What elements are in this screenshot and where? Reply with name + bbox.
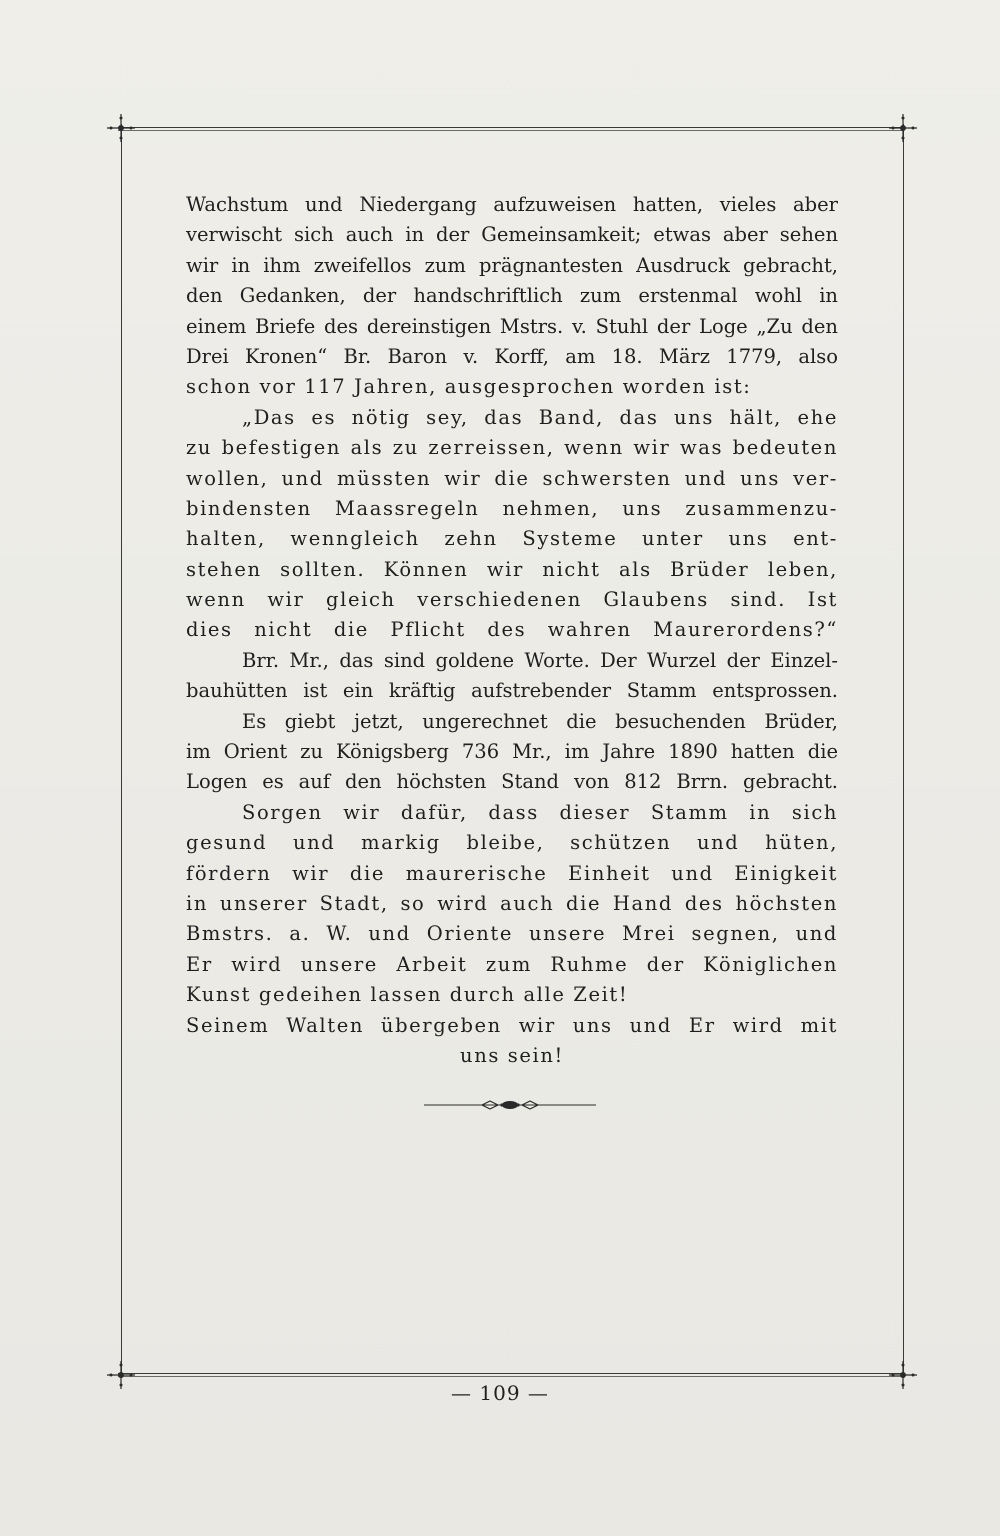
quote-line: „Das es nötig sey, das Band, das uns hält, ehe bbox=[242, 405, 838, 429]
text-line: wir in ihm zweifellos zum prägnantesten Ausdruck gebracht, bbox=[186, 253, 838, 277]
text-line: bauhütten ist ein kräftig aufstrebender Stamm entsprossen. bbox=[186, 679, 838, 703]
divider-ornament-icon bbox=[420, 1095, 600, 1115]
text-line: Sorgen wir dafür, dass dieser Stamm in sich bbox=[242, 800, 838, 824]
text-line: Kunst gedeihen lassen durch alle Zeit! bbox=[186, 983, 629, 1007]
page-number: — 109 — bbox=[451, 1381, 549, 1405]
text-line: Er wird unsere Arbeit zum Ruhme der Königlichen bbox=[186, 952, 838, 976]
text-line: Logen es auf den höchsten Stand von 812 Brrn. gebracht. bbox=[186, 770, 838, 794]
text-line: einem Briefe des dereinstigen Mstrs. v. Stuhl der Loge „Zu den bbox=[186, 314, 838, 338]
text-line: uns sein! bbox=[460, 1043, 564, 1067]
text-line: verwischt sich auch in der Gemeinsamkeit; etwas aber sehen bbox=[186, 223, 838, 247]
quote-line: wenn wir gleich verschiedenen Glaubens sind. Ist bbox=[186, 588, 838, 612]
quote-line: stehen sollten. Können wir nicht als Brüder leben, bbox=[186, 557, 838, 581]
text-line: schon vor 117 Jahren, ausgesprochen worden ist: bbox=[186, 375, 752, 399]
frame-bottom-line bbox=[118, 1373, 904, 1374]
quote-line: zu befestigen als zu zerreissen, wenn wir was bedeuten bbox=[186, 436, 838, 460]
quote-line: halten, wenngleich zehn Systeme unter uns ent- bbox=[186, 527, 838, 551]
text-line: gesund und markig bleibe, schützen und hüten, bbox=[186, 831, 838, 855]
text-line: Drei Kronen“ Br. Baron v. Korff, am 18. März 1779, also bbox=[186, 344, 838, 368]
text-line: fördern wir die maurerische Einheit und Einigkeit bbox=[186, 861, 838, 885]
quote-line: bindensten Maassregeln nehmen, uns zusammenzu- bbox=[186, 496, 838, 520]
frame-top-line-inner bbox=[118, 130, 904, 131]
quote-line: wollen, und müssten wir die schwersten und uns ver- bbox=[186, 466, 838, 490]
corner-ornament-icon bbox=[101, 108, 141, 148]
text-line: Es giebt jetzt, ungerechnet die besuchenden Brüder, bbox=[242, 709, 838, 733]
frame-right-line bbox=[903, 124, 904, 1378]
text-line: Brr. Mr., das sind goldene Worte. Der Wurzel der Einzel- bbox=[242, 648, 838, 672]
text-line: in unserer Stadt, so wird auch die Hand des höchsten bbox=[186, 891, 838, 915]
corner-ornament-icon bbox=[883, 108, 923, 148]
frame-left-line bbox=[121, 124, 122, 1378]
frame-top-line bbox=[118, 127, 904, 128]
frame-bottom-line-inner bbox=[118, 1376, 904, 1377]
text-line: im Orient zu Königsberg 736 Mr., im Jahre 1890 hatten die bbox=[186, 740, 838, 764]
text-line: den Gedanken, der handschriftlich zum erstenmal wohl in bbox=[186, 284, 838, 308]
text-line: Seinem Walten übergeben wir uns und Er wird mit bbox=[186, 1013, 838, 1037]
body-text bbox=[186, 190, 838, 1071]
quote-line: dies nicht die Pflicht des wahren Maurerordens?“ bbox=[186, 618, 838, 642]
text-line: Wachstum und Niedergang aufzuweisen hatten, vieles aber bbox=[186, 193, 838, 216]
text-line: Bmstrs. a. W. und Oriente unsere Mrei segnen, und bbox=[186, 922, 838, 946]
